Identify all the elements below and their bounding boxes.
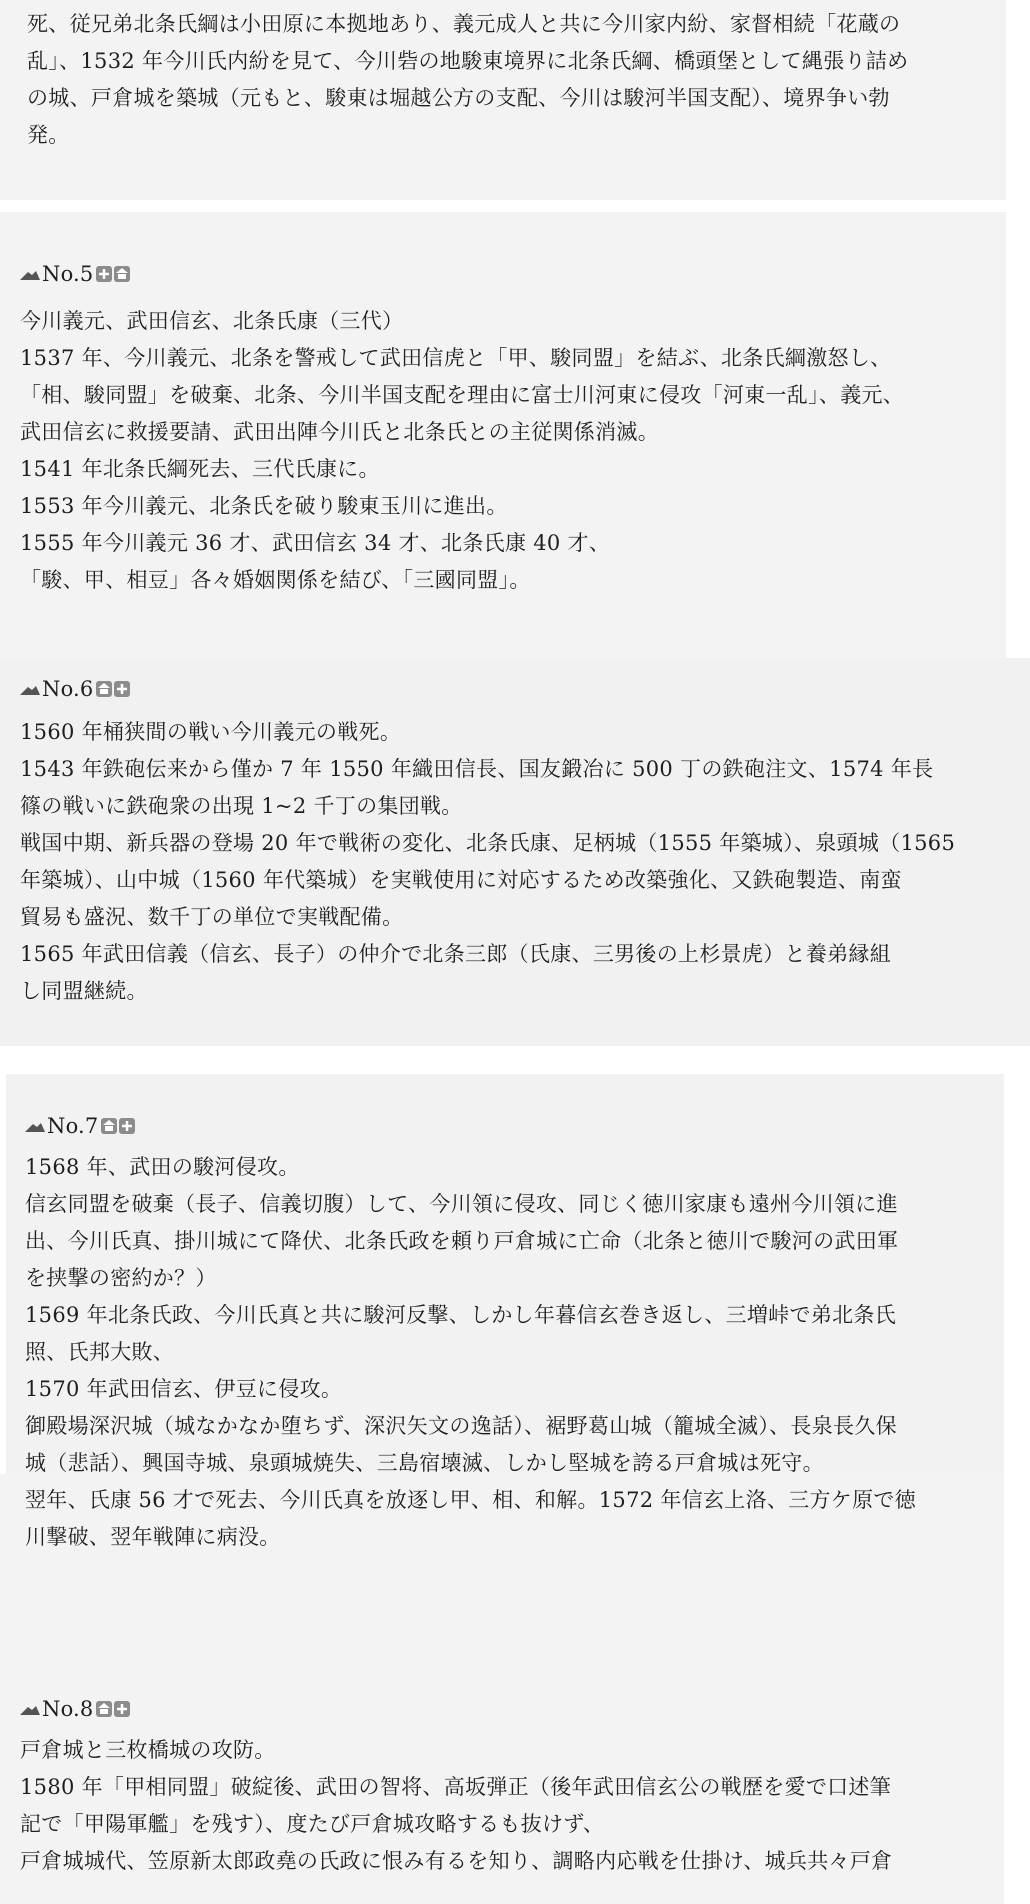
section-number: No.7 (47, 1114, 99, 1138)
plus-badge-icon (119, 1118, 135, 1134)
section-heading-no8 (20, 1694, 130, 1724)
text-line: 翌年、氏康 56 才で死去、今川氏真を放逐し甲、相、和解。1572 年信玄上洛、三方ケ原で徳 (25, 1488, 916, 1512)
text-line: 1569 年北条氏政、今川氏真と共に駿河反撃、しかし年暮信玄巻き返し、三増峠で弟北条氏 (25, 1303, 897, 1327)
plus-badge-icon (114, 681, 130, 697)
text-line: 1543 年鉄砲伝来から僅か 7 年 1550 年織田信長、国友鍛冶に 500 丁の鉄砲注文、1574 年長 (20, 757, 934, 781)
text-line: 出、今川氏真、掛川城にて降伏、北条氏政を頼り戸倉城に亡命（北条と徳川で駿河の武田軍 (25, 1229, 899, 1253)
text-line: 1570 年武田信玄、伊豆に侵攻。 (25, 1377, 343, 1401)
text-line: 信玄同盟を破棄（長子、信義切腹）して、今川領に侵攻、同じく徳川家康も遠州今川領に進 (25, 1192, 898, 1216)
castle-badge-icon (96, 1701, 112, 1717)
text-line: 発。 (27, 123, 70, 147)
text-line: 川撃破、翌年戦陣に病没。 (25, 1525, 281, 1549)
text-line: 戦国中期、新兵器の登場 20 年で戦術の変化、北条氏康、足柄城（1555 年築城）、泉頭城（1565 (20, 831, 956, 855)
section-number: No.5 (42, 262, 94, 286)
section-heading-no6 (20, 674, 130, 704)
text-line: 「駿、甲、相豆」各々婚姻関係を結び、「三國同盟」。 (20, 568, 531, 592)
section-body-no8 (20, 1732, 1002, 1880)
text-line: 記で「甲陽軍艦」を残す）、度たび戸倉城攻略するも抜けず、 (20, 1812, 605, 1836)
mountain-mark-icon (25, 1120, 45, 1132)
text-line: 御殿場深沢城（城なかなか堕ちず、深沢矢文の逸話）、裾野葛山城（籠城全滅）、長泉長久保 (25, 1414, 897, 1438)
castle-badge-icon (96, 681, 112, 697)
text-line: 1565 年武田信義（信玄、長子）の仲介で北条三郎（氏康、三男後の上杉景虎）と養弟縁組 (20, 942, 892, 966)
text-line: 貿易も盛況、数千丁の単位で実戦配備。 (20, 905, 404, 929)
text-line: 年築城）、山中城（1560 年代築城）を実戦使用に対応するため改築強化、又鉄砲製造、南蛮 (20, 868, 902, 892)
plus-badge-icon (96, 266, 112, 282)
text-line: 照、氏邦大敗、 (25, 1340, 175, 1364)
text-line: 1537 年、今川義元、北条を警戒して武田信虎と「甲、駿同盟」を結ぶ、北条氏綱激怒し、 (20, 346, 892, 370)
mountain-mark-icon (20, 268, 40, 280)
text-line: 城（悲話）、興国寺城、泉頭城焼失、三島宿壊滅、しかし堅城を誇る戸倉城は死守。 (25, 1451, 824, 1475)
text-line: し同盟継続。 (20, 979, 148, 1003)
plus-badge-icon (114, 1701, 130, 1717)
text-line: 1541 年北条氏綱死去、三代氏康に。 (20, 457, 380, 481)
section-heading-no5 (20, 259, 130, 289)
text-line: 篠の戦いに鉄砲衆の出現 1~2 千丁の集団戦。 (20, 794, 463, 818)
text-line: 1568 年、武田の駿河侵攻。 (25, 1155, 300, 1179)
text-line: 1553 年今川義元、北条氏を破り駿東玉川に進出。 (20, 494, 508, 518)
text-line: 戸倉城と三枚橋城の攻防。 (20, 1738, 276, 1762)
text-line: 「相、駿同盟」を破棄、北条、今川半国支配を理由に富士川河東に侵攻「河東一乱」、義元、 (20, 383, 905, 407)
castle-badge-icon (101, 1118, 117, 1134)
section-number: No.8 (42, 1697, 94, 1721)
text-line: 1580 年「甲相同盟」破綻後、武田の智将、高坂弾正（後年武田信玄公の戦歴を愛で口述筆 (20, 1775, 892, 1799)
mountain-mark-icon (20, 683, 40, 695)
text-line: 乱」、1532 年今川氏内紛を見て、今川砦の地駿東境界に北条氏綱、橋頭堡として縄張り詰め (27, 49, 909, 73)
section-body-no6 (20, 714, 1024, 1010)
text-line: の城、戸倉城を築城（元もと、駿東は堀越公方の支配、今川は駿河半国支配）、境界争い勃 (27, 86, 890, 110)
text-line: 今川義元、武田信玄、北条氏康（三代） (20, 309, 404, 333)
section-body-no7 (25, 1149, 1000, 1556)
text-line: 武田信玄に救援要請、武田出陣今川氏と北条氏との主従関係消滅。 (20, 420, 659, 444)
text-line: 戸倉城城代、笠原新太郎政堯の氏政に恨み有るを知り、調略内応戦を仕掛け、城兵共々戸倉 (20, 1849, 893, 1873)
text-line: 1555 年今川義元 36 才、武田信玄 34 才、北条氏康 40 才、 (20, 531, 611, 555)
text-line: 1560 年桶狭間の戦い今川義元の戦死。 (20, 720, 402, 744)
section-number: No.6 (42, 677, 94, 701)
section-body-no5 (20, 303, 1005, 599)
castle-badge-icon (114, 266, 130, 282)
section-heading-no7 (25, 1111, 135, 1141)
mountain-mark-icon (20, 1703, 40, 1715)
text-line: を挟撃の密約か？） (25, 1266, 217, 1290)
intro-paragraph (27, 6, 1002, 154)
text-line: 死、従兄弟北条氏綱は小田原に本拠地あり、義元成人と共に今川家内紛、家督相続「花蔵の (27, 12, 901, 36)
